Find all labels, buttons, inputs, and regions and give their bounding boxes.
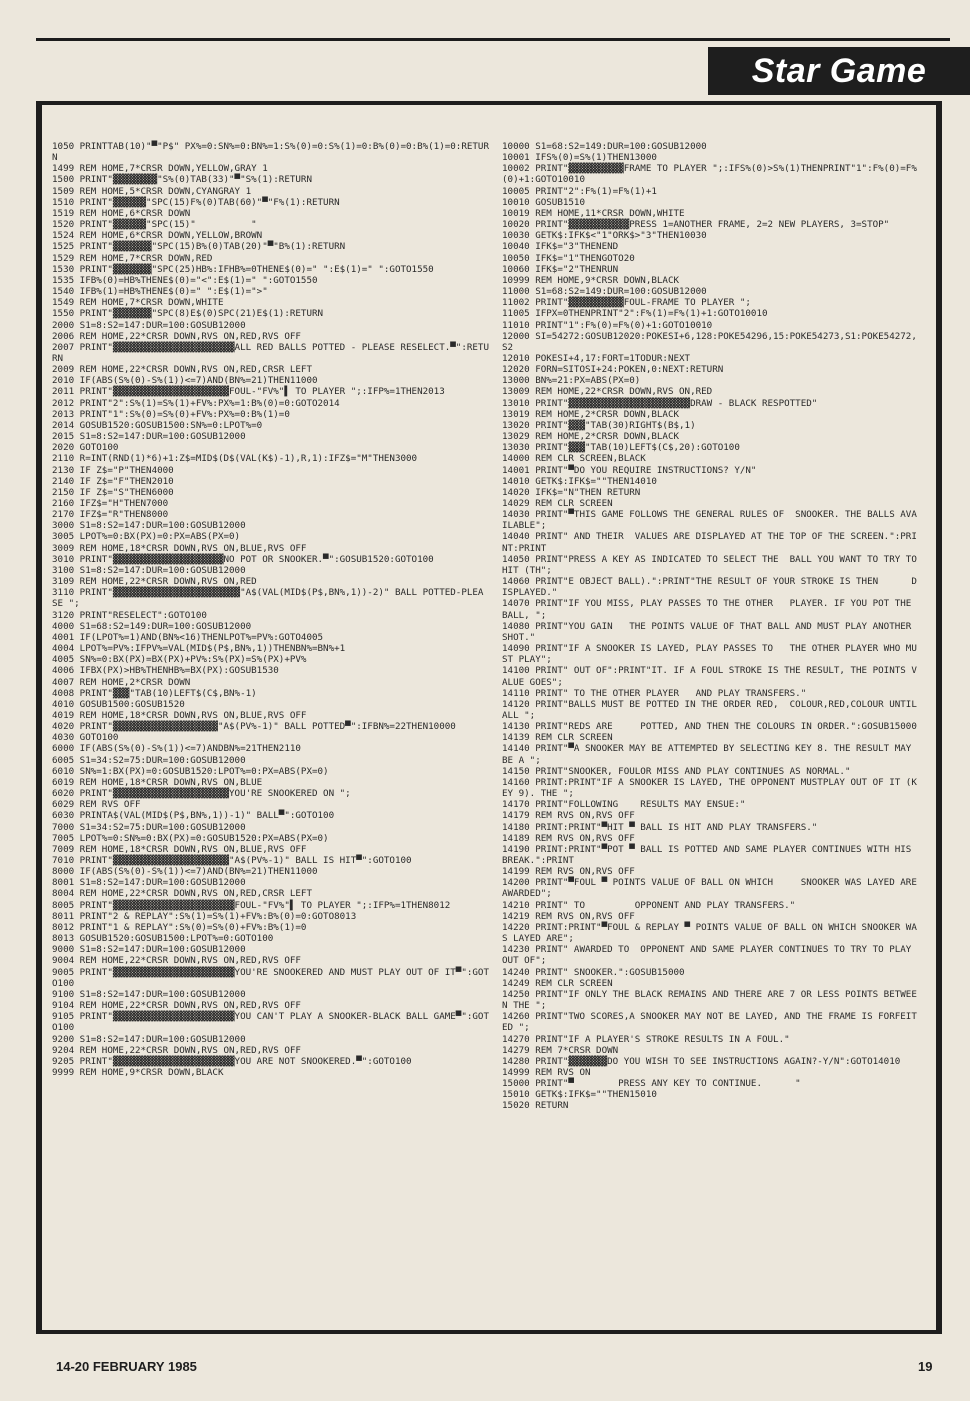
code-line: 9004 REM HOME,22*CRSR DOWN,RVS ON,RED,RVS OFF <box>52 955 301 967</box>
code-line: 8004 REM HOME,22*CRSR DOWN,RVS ON,RED,CRSR LEFT <box>52 888 312 900</box>
code-line: 14001 PRINT"▀DO YOU REQUIRE INSTRUCTIONS? Y/N" <box>502 464 757 476</box>
code-line: 10999 REM HOME,9*CRSR DOWN,BLACK <box>502 274 680 286</box>
code-line: 11002 PRINT"▓▓▓▓▓▓▓▓▓▓FOUL-FRAME TO PLAYER "; <box>502 297 751 309</box>
code-line: 13010 PRINT"▓▓▓▓▓▓▓▓▓▓▓▓▓▓▓▓▓▓▓▓▓▓DRAW - BLACK RESPOTTED" <box>502 397 818 409</box>
code-line: 3000 S1=8:S2=147:DUR=100:GOSUB12000 <box>52 520 246 532</box>
code-line: 6019 REM HOME,18*CRSR DOWN,RVS ON,BLUE <box>52 776 263 788</box>
code-line: 3005 LPOT%=0:BX(PX)=0:PX=ABS(PX=0) <box>52 531 241 543</box>
listing-left-column <box>52 141 492 1078</box>
code-line: 10010 GOSUB1510 <box>502 196 585 208</box>
code-line: 14200 PRINT"▀FOUL ▀ POINTS VALUE OF BALL ON WHICH SNOOKER WAS LAYED ARE AWARDED"; <box>502 877 923 900</box>
code-line: 14189 REM RVS ON,RVS OFF <box>502 832 635 844</box>
code-line: 14150 PRINT"SNOOKER, FOULOR MISS AND PLAY CONTINUES AS NORMAL." <box>502 765 851 777</box>
code-line: 6030 PRINTA$(VAL(MID$(P$,BN%,1))-1)" BALL▀":GOTO100 <box>52 810 335 822</box>
code-line: 9105 PRINT"▓▓▓▓▓▓▓▓▓▓▓▓▓▓▓▓▓▓▓▓▓▓YOU CAN'T PLAY A SNOOKER-BLACK BALL GAME▀":GOTO100 <box>52 1011 489 1034</box>
code-line: 8005 PRINT"▓▓▓▓▓▓▓▓▓▓▓▓▓▓▓▓▓▓▓▓▓▓FOUL-"FV%"▌ TO PLAYER ";:IFP%=1THEN8012 <box>52 899 451 911</box>
code-line: 1520 PRINT"▓▓▓▓▓▓"SPC(15)" " <box>52 219 257 231</box>
code-line: 1530 PRINT"▓▓▓▓▓▓▓"SPC(25)HB%:IFHB%=0THENE$(0)=" ":E$(1)=" ":GOTO1550 <box>52 263 434 275</box>
code-line: 7010 PRINT"▓▓▓▓▓▓▓▓▓▓▓▓▓▓▓▓▓▓▓▓▓"A$(PV%-1)" BALL IS HIT▀":GOTO100 <box>52 855 412 866</box>
code-line: 14060 PRINT"E OBJECT BALL).":PRINT"THE RESULT OF YOUR STROKE IS THEN DISPLAYED." <box>502 576 917 599</box>
code-line: 2110 R=INT(RND(1)*6)+1:Z$=MID$(D$(VAL(K$)-1),R,1):IFZ$="M"THEN3000 <box>52 453 418 465</box>
code-line: 14020 IFK$="N"THEN RETURN <box>502 486 641 498</box>
code-line: 14210 PRINT" TO OPPONENT AND PLAY TRANSFERS." <box>502 899 796 911</box>
code-line: 14160 PRINT:PRINT"IF A SNOOKER IS LAYED, THE OPPONENT MUSTPLAY OUT OF IT (KEY 9). THE "; <box>502 776 917 800</box>
code-line: 2006 REM HOME,22*CRSR DOWN,RVS ON,RED,RVS OFF <box>52 330 301 342</box>
code-line: 3009 REM HOME,18*CRSR DOWN,RVS ON,BLUE,RVS OFF <box>52 542 307 554</box>
code-line: 3010 PRINT"▓▓▓▓▓▓▓▓▓▓▓▓▓▓▓▓▓▓▓▓NO POT OR SNOOKER.▀":GOSUB1520:GOTO100 <box>52 553 434 565</box>
code-line: 3100 S1=8:S2=147:DUR=100:GOSUB12000 <box>52 564 246 576</box>
code-line: 14139 REM CLR SCREEN <box>502 732 613 744</box>
code-line: 2014 GOSUB1520:GOSUB1500:SN%=0:LPOT%=0 <box>52 419 263 431</box>
code-line: 14270 PRINT"IF A PLAYER'S STROKE RESULTS IN A FOUL." <box>502 1033 790 1045</box>
code-line: 14040 PRINT" AND THEIR VALUES ARE DISPLAYED AT THE TOP OF THE SCREEN.":PRINT:PRINT <box>502 531 917 554</box>
code-line: 1535 IFB%(0)=HB%THENE$(0)="<":E$(1)=" ":GOTO1550 <box>52 274 318 286</box>
code-line: 13000 BN%=21:PX=ABS(PX=0) <box>502 375 641 387</box>
code-line: 14249 REM CLR SCREEN <box>502 977 613 989</box>
code-line: 2013 PRINT"1":S%(0)=S%(0)+FV%:PX%=0:B%(1)=0 <box>52 408 290 420</box>
code-line: 3109 REM HOME,22*CRSR DOWN,RVS ON,RED <box>52 576 257 588</box>
code-line: 11000 S1=68:S2=149:DUR=100:GOSUB12000 <box>502 286 707 298</box>
code-line: 14179 REM RVS ON,RVS OFF <box>502 810 635 822</box>
code-line: 7000 S1=34:S2=75:DUR=100:GOSUB12000 <box>52 821 246 833</box>
code-line: 10000 S1=68:S2=149:DUR=100:GOSUB12000 <box>502 141 707 152</box>
code-line: 14140 PRINT"▀A SNOOKER MAY BE ATTEMPTED BY SELECTING KEY 8. THE RESULT MAY BE A "; <box>502 743 917 766</box>
code-line: 13020 PRINT"▓▓▓"TAB(30)RIGHT$(B$,1) <box>502 419 696 431</box>
code-line: 6010 SN%=1:BX(PX)=0:GOSUB1520:LPOT%=0:PX=ABS(PX=0) <box>52 765 329 777</box>
issue-date: 14-20 FEBRUARY 1985 <box>56 1359 197 1374</box>
code-line: 14100 PRINT" OUT OF":PRINT"IT. IF A FOUL STROKE IS THE RESULT, THE POINTS VALUE GOES"; <box>502 665 917 688</box>
code-line: 6005 S1=34:S2=75:DUR=100:GOSUB12000 <box>52 754 246 766</box>
code-line: 11005 IFPX=0THENPRINT"2":F%(1)=F%(1)+1:GOTO10010 <box>502 308 768 320</box>
code-line: 12010 POKESI+4,17:FORT=1TODUR:NEXT <box>502 352 691 364</box>
code-line: 2011 PRINT"▓▓▓▓▓▓▓▓▓▓▓▓▓▓▓▓▓▓▓▓▓FOUL-"FV%"▌ TO PLAYER ";:IFP%=1THEN2013 <box>52 386 445 398</box>
code-line: 4010 GOSUB1500:GOSUB1520 <box>52 698 185 710</box>
code-line: 10020 PRINT"▓▓▓▓▓▓▓▓▓▓▓PRESS 1=ANOTHER FRAME, 2=2 NEW PLAYERS, 3=STOP" <box>502 219 890 231</box>
code-line: 2140 IF Z$="F"THEN2010 <box>52 475 174 487</box>
code-line: 10040 IFK$="3"THENEND <box>502 241 619 253</box>
code-line: 8013 GOSUB1520:GOSUB1500:LPOT%=0:GOTO100 <box>52 933 274 945</box>
code-line: 4000 S1=68:S2=149:DUR=100:GOSUB12000 <box>52 620 252 632</box>
code-line: 14279 REM 7*CRSR DOWN <box>502 1044 619 1056</box>
code-line: 1499 REM HOME,7*CRSR DOWN,YELLOW,GRAY 1 <box>52 163 268 175</box>
code-line: 4008 PRINT"▓▓▓"TAB(10)LEFT$(C$,BN%-1) <box>52 687 257 699</box>
code-line: 10001 IFS%(0)=S%(1)THEN13000 <box>502 152 657 164</box>
code-line: 6000 IF(ABS(S%(0)-S%(1))<=7)ANDBN%=21THEN2110 <box>52 743 301 755</box>
code-line: 9100 S1=8:S2=147:DUR=100:GOSUB12000 <box>52 988 246 1000</box>
code-line: 6029 REM RVS OFF <box>52 799 141 811</box>
code-line: 9205 PRINT"▓▓▓▓▓▓▓▓▓▓▓▓▓▓▓▓▓▓▓▓▓▓YOU ARE NOT SNOOKERED.▀":GOTO100 <box>52 1055 412 1067</box>
code-line: 14050 PRINT"PRESS A KEY AS INDICATED TO SELECT THE BALL YOU WANT TO TRY TO HIT (TH"; <box>502 553 923 576</box>
code-line: 14199 REM RVS ON,RVS OFF <box>502 866 635 878</box>
code-line: 1519 REM HOME,6*CRSR DOWN <box>52 207 191 219</box>
code-line: 14130 PRINT"REDS ARE POTTED, AND THEN THE COLOURS IN ORDER.":GOSUB15000 <box>502 721 917 733</box>
code-line: 2009 REM HOME,22*CRSR DOWN,RVS ON,RED,CRSR LEFT <box>52 364 312 376</box>
section-banner <box>708 47 970 95</box>
code-line: 10002 PRINT"▓▓▓▓▓▓▓▓▓▓FRAME TO PLAYER ";:IFS%(0)>S%(1)THENPRINT"1":F%(0)=F%(0)+1:GOTO10010 <box>502 163 917 186</box>
code-line: 1550 PRINT"▓▓▓▓▓▓▓"SPC(8)E$(0)SPC(21)E$(1):RETURN <box>52 308 324 320</box>
code-line: 15010 GETK$:IFK$=""THEN15010 <box>502 1089 657 1101</box>
code-line: 4030 GOTO100 <box>52 732 119 744</box>
code-line: 1050 PRINTTAB(10)"▀"P$" PX%=0:SN%=0:BN%=1:S%(0)=0:S%(1)=0:B%(0)=0:B%(1)=0:RETURN <box>52 141 489 164</box>
code-line: 14090 PRINT"IF A SNOOKER IS LAYED, PLAY PASSES TO THE OTHER PLAYER WHO MUST PLAY"; <box>502 643 917 666</box>
code-line: 14220 PRINT:PRINT"▀FOUL & REPLAY ▀ POINTS VALUE OF BALL ON WHICH SNOOKER WAS LAYED ARE"; <box>502 921 917 945</box>
code-line: 6020 PRINT"▓▓▓▓▓▓▓▓▓▓▓▓▓▓▓▓▓▓▓▓▓YOU'RE SNOOKERED ON "; <box>52 788 351 800</box>
code-line: 14280 PRINT"▓▓▓▓▓▓▓DO YOU WISH TO SEE INSTRUCTIONS AGAIN?-Y/N":GOTO14010 <box>502 1055 901 1067</box>
code-line: 9200 S1=8:S2=147:DUR=100:GOSUB12000 <box>52 1033 246 1045</box>
code-line: 8011 PRINT"2 & REPLAY":S%(1)=S%(1)+FV%:B%(0)=0:GOTO8013 <box>52 910 357 922</box>
code-line: 10030 GETK$:IFK$<"1"ORK$>"3"THEN10030 <box>502 230 707 242</box>
code-line: 7009 REM HOME,18*CRSR DOWN,RVS ON,BLUE,RVS OFF <box>52 843 307 855</box>
code-line: 4006 IFBX(PX)>HB%THENHB%=BX(PX):GOSUB1530 <box>52 665 279 677</box>
code-line: 7005 LPOT%=0:SN%=0:BX(PX)=0:GOSUB1520:PX=ABS(PX=0) <box>52 832 329 844</box>
code-line: 2010 IF(ABS(S%(0)-S%(1))<=7)AND(BN%=21)THEN11000 <box>52 375 318 387</box>
code-line: 13030 PRINT"▓▓▓"TAB(10)LEFT$(C$,20):GOTO100 <box>502 442 740 454</box>
code-line: 10005 PRINT"2":F%(1)=F%(1)+1 <box>502 185 657 197</box>
code-line: 1500 PRINT"▓▓▓▓▓▓▓▓"S%(0)TAB(33)"▀"S%(1):RETURN <box>52 174 312 186</box>
code-line: 14219 REM RVS ON,RVS OFF <box>502 910 635 922</box>
code-line: 14030 PRINT"▀THIS GAME FOLLOWS THE GENERAL RULES OF SNOOKER. THE BALLS AVAILABLE"; <box>502 509 917 532</box>
top-rule <box>36 38 950 41</box>
code-line: 14260 PRINT"TWO SCORES,A SNOOKER MAY NOT BE LAYED, AND THE FRAME IS FORFEITED "; <box>502 1011 917 1034</box>
code-line: 4005 SN%=0:BX(PX)=BX(PX)+PV%:S%(PX)=S%(PX)+PV% <box>52 654 307 666</box>
code-line: 14000 REM CLR SCREEN,BLACK <box>502 453 646 465</box>
code-line: 2130 IF Z$="P"THEN4000 <box>52 464 174 476</box>
code-line: 9104 REM HOME,22*CRSR DOWN,RVS ON,RED,RVS OFF <box>52 1000 301 1012</box>
code-line: 14120 PRINT"BALLS MUST BE POTTED IN THE ORDER RED, COLOUR,RED,COLOUR UNTIL ALL "; <box>502 698 923 721</box>
code-line: 3120 PRINT"RESELECT":GOTO100 <box>52 609 207 621</box>
code-line: 2012 PRINT"2":S%(1)=S%(1)+FV%:PX%=1:B%(0)=0:GOTO2014 <box>52 397 340 409</box>
code-line: 9999 REM HOME,9*CRSR DOWN,BLACK <box>52 1066 224 1078</box>
code-line: 4020 PRINT"▓▓▓▓▓▓▓▓▓▓▓▓▓▓▓▓▓▓▓"A$(PV%-1)" BALL POTTED▀":IFBN%=22THEN10000 <box>52 721 456 733</box>
code-line: 1549 REM HOME,7*CRSR DOWN,WHITE <box>52 297 224 309</box>
code-line: 2020 GOTO100 <box>52 442 119 454</box>
code-line: 14080 PRINT"YOU GAIN THE POINTS VALUE OF THAT BALL AND MUST PLAY ANOTHER SHOT." <box>502 620 917 643</box>
code-line: 2007 PRINT"▓▓▓▓▓▓▓▓▓▓▓▓▓▓▓▓▓▓▓▓▓▓ALL RED BALLS POTTED - PLEASE RESELECT.▀":RETURN <box>52 341 489 364</box>
code-line: 9204 REM HOME,22*CRSR DOWN,RVS ON,RED,RVS OFF <box>52 1044 301 1056</box>
code-line: 10019 REM HOME,11*CRSR DOWN,WHITE <box>502 207 685 219</box>
code-line: 11010 PRINT"1":F%(0)=F%(0)+1:GOTO10010 <box>502 319 713 331</box>
code-line: 2160 IFZ$="H"THEN7000 <box>52 498 169 509</box>
code-line: 2150 IF Z$="S"THEN6000 <box>52 486 174 498</box>
code-line: 14029 REM CLR SCREEN <box>502 498 613 509</box>
code-line: 8012 PRINT"1 & REPLAY":S%(0)=S%(0)+FV%:B%(1)=0 <box>52 921 307 933</box>
code-line: 8001 S1=8:S2=147:DUR=100:GOSUB12000 <box>52 877 246 889</box>
code-line: 9000 S1=8:S2=147:DUR=100:GOSUB12000 <box>52 944 246 956</box>
code-line: 4007 REM HOME,2*CRSR DOWN <box>52 676 191 688</box>
code-line: 13019 REM HOME,2*CRSR DOWN,BLACK <box>502 408 680 420</box>
code-line: 4004 LPOT%=PV%:IFPV%=VAL(MID$(P$,BN%,1))THENBN%=BN%+1 <box>52 643 346 655</box>
code-line: 14010 GETK$:IFK$=""THEN14010 <box>502 475 657 487</box>
code-line: 1529 REM HOME,7*CRSR DOWN,RED <box>52 252 213 264</box>
code-line: 14180 PRINT:PRINT"▀HIT ▀ BALL IS HIT AND PLAY TRANSFERS." <box>502 821 818 833</box>
code-line: 10050 IFK$="1"THENGOTO20 <box>502 252 635 264</box>
code-line: 1525 PRINT"▓▓▓▓▓▓▓"SPC(15)B%(0)TAB(20)"▀"B%(1):RETURN <box>52 241 346 253</box>
code-line: 14190 PRINT:PRINT"▀POT ▀ BALL IS POTTED AND SAME PLAYER CONTINUES WITH HIS BREAK.":PRINT <box>502 843 917 866</box>
code-line: 14170 PRINT"FOLLOWING RESULTS MAY ENSUE:" <box>502 799 746 811</box>
code-line: 15000 PRINT"▀ PRESS ANY KEY TO CONTINUE. " <box>502 1078 801 1090</box>
code-line: 1509 REM HOME,5*CRSR DOWN,CYANGRAY 1 <box>52 185 252 197</box>
code-line: 12000 SI=54272:GOSUB12020:POKESI+6,128:POKE54296,15:POKE54273,S1:POKE54272,S2 <box>502 330 917 353</box>
code-line: 1524 REM HOME,6*CRSR DOWN,YELLOW,BROWN <box>52 230 263 242</box>
code-line: 14110 PRINT" TO THE OTHER PLAYER AND PLAY TRANSFERS." <box>502 687 807 699</box>
code-line: 13009 REM HOME,22*CRSR DOWN,RVS ON,RED <box>502 386 713 398</box>
code-line: 14070 PRINT"IF YOU MISS, PLAY PASSES TO THE OTHER PLAYER. IF YOU POT THE BALL, "; <box>502 598 917 621</box>
code-line: 12020 FORN=SITOSI+24:POKEN,0:NEXT:RETURN <box>502 364 724 376</box>
code-line: 3110 PRINT"▓▓▓▓▓▓▓▓▓▓▓▓▓▓▓▓▓▓▓▓▓▓▓"A$(VAL(MID$(P$,BN%,1))-2)" BALL POTTED-PLEA SE "; <box>52 587 489 610</box>
code-line: 2170 IFZ$="R"THEN8000 <box>52 509 169 521</box>
code-line: 4001 IF(LPOT%=1)AND(BN%<16)THENLPOT%=PV%:GOTO4005 <box>52 631 324 643</box>
code-line: 1510 PRINT"▓▓▓▓▓▓"SPC(15)F%(0)TAB(60)"▀"F%(1):RETURN <box>52 196 340 208</box>
code-line: 14250 PRINT"IF ONLY THE BLACK REMAINS AND THERE ARE 7 OR LESS POINTS BETWEEN THE "; <box>502 988 917 1012</box>
code-line: 10060 IFK$="2"THENRUN <box>502 263 619 275</box>
code-line: 14230 PRINT" AWARDED TO OPPONENT AND SAME PLAYER CONTINUES TO TRY TO PLAY OUT OF"; <box>502 944 917 967</box>
code-line: 15020 RETURN <box>502 1100 569 1112</box>
code-line: 14240 PRINT" SNOOKER.":GOSUB15000 <box>502 966 685 978</box>
code-line: 8000 IF(ABS(S%(0)-S%(1))<=7)AND(BN%=21)THEN11000 <box>52 866 318 878</box>
code-line: 2000 S1=8:S2=147:DUR=100:GOSUB12000 <box>52 319 246 331</box>
section-title: Star Game <box>751 51 927 90</box>
code-line: 4019 REM HOME,18*CRSR DOWN,RVS ON,BLUE,RVS OFF <box>52 709 307 721</box>
code-line: 14999 REM RVS ON <box>502 1066 591 1078</box>
code-line: 2015 S1=8:S2=147:DUR=100:GOSUB12000 <box>52 431 246 443</box>
listing-right-column <box>502 141 922 1112</box>
code-line: 1540 IFB%(1)=HB%THENE$(0)=" ":E$(1)=">" <box>52 286 268 298</box>
code-line: 9005 PRINT"▓▓▓▓▓▓▓▓▓▓▓▓▓▓▓▓▓▓▓▓▓▓YOU'RE SNOOKERED AND MUST PLAY OUT OF IT▀":GOTO100 <box>52 966 489 989</box>
code-line: 13029 REM HOME,2*CRSR DOWN,BLACK <box>502 431 680 443</box>
page-number: 19 <box>918 1359 933 1374</box>
